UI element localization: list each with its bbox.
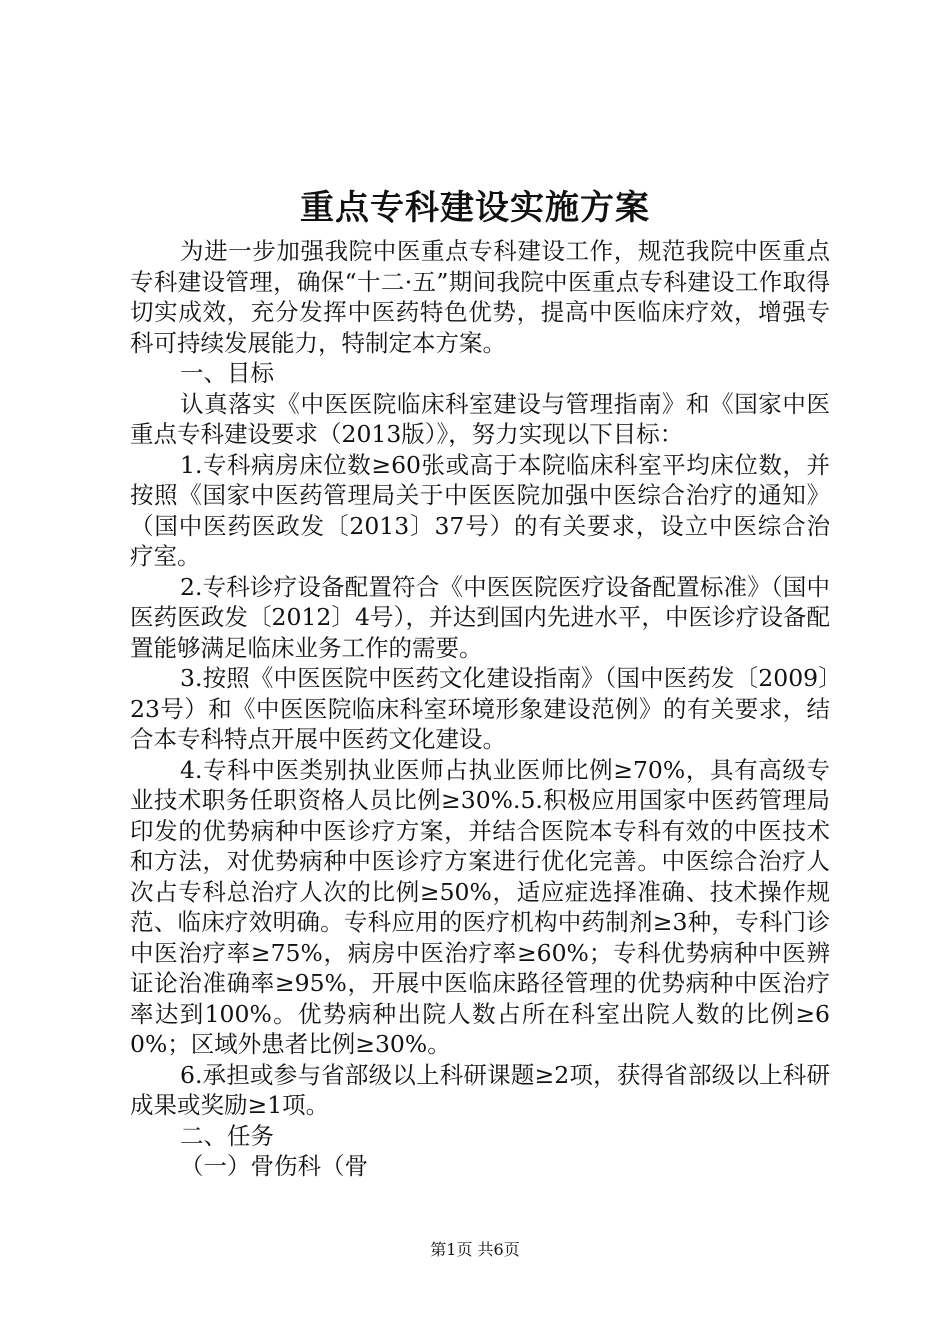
goal-item-2: 2.专科诊疗设备配置符合《中医医院医疗设备配置标准》（国中医药医政发〔2012〕4号），并达到国内先进水平，中医诊疗设备配置能够满足临床业务工作的需要。: [130, 572, 830, 662]
goal-item-6: 6.承担或参与省部级以上科研课题≥2项，获得省部级以上科研成果或奖励≥1项。: [130, 1060, 830, 1119]
section-heading-goals: 一、目标: [180, 359, 274, 387]
document-body: [130, 236, 830, 1182]
goal-item-3: 3.按照《中医医院中医药文化建设指南》（国中医药发〔2009〕23号）和《中医医院临床科室环境形象建设范例》的有关要求，结合本专科特点开展中医药文化建设。: [130, 664, 830, 753]
goal-item-1: 1.专科病房床位数≥60张或高于本院临床科室平均床位数，并按照《国家中医药管理局关于中医医院加强中医综合治疗的通知》（国中医药医政发〔2013〕37号）的有关要求，设立中医综合治疗室。: [130, 450, 830, 570]
section-heading-tasks: 二、任务: [180, 1121, 274, 1150]
task-subheading-orthopedics: （一）骨伤科（骨: [180, 1152, 368, 1180]
document-title: 重点专科建设实施方案: [300, 188, 650, 228]
goals-intro-paragraph: 认真落实《中医医院临床科室建设与管理指南》和《国家中医重点专科建设要求（2013版）》，努力实现以下目标：: [130, 389, 830, 448]
goal-item-4-5: 4.专科中医类别执业医师占执业医师比例≥70%，具有高级专业技术职务任职资格人员比例≥30%.5.积极应用国家中医药管理局印发的优势病种中医诊疗方案，并结合医院本专科有效的中医技术和方法，对优势病种中医诊疗方案进行优化完善。中医综合治疗人次占专科总治疗人次的比例≥50%，适应症选择准确、技术操作规范、临床疗效明确。专科应用的医疗机构中药制剂≥3种，专科门诊中医治疗率≥75%，病房中医治疗率≥60%；专科优势病种中医辨证论治准确率≥95%，开展中医临床路径管理的优势病种中医治疗率达到100%。优势病种出院人数占所在科室出院人数的比例≥60%；区域外患者比例≥30%。: [130, 755, 830, 1058]
intro-paragraph: 为进一步加强我院中医重点专科建设工作，规范我院中医重点专科建设管理，确保“十二·五”期间我院中医重点专科建设工作取得切实成效，充分发挥中医药特色优势，提高中医临床疗效，增强专科可持续发展能力，特制定本方案。: [130, 237, 830, 357]
page-footer: 第1页 共6页: [430, 1240, 520, 1259]
